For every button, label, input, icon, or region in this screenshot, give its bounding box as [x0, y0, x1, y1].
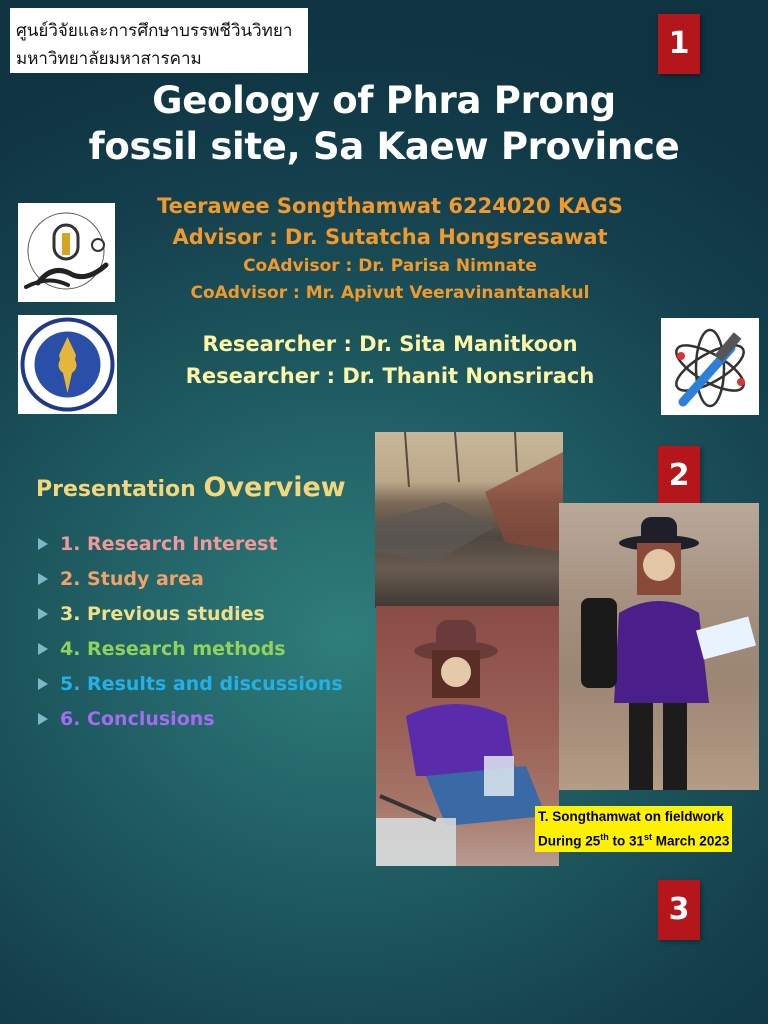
page-badge-2: 2 [658, 446, 700, 506]
overview-item-6[interactable] [38, 701, 343, 736]
page-title [0, 78, 768, 170]
bullet-triangle-icon [38, 608, 48, 620]
bullet-triangle-icon [38, 713, 48, 725]
palaeo-center-logo-text [18, 203, 19, 204]
overview-heading-big: Overview [203, 472, 346, 503]
bullet-triangle-icon [38, 538, 48, 550]
page-badge-1: 1 [658, 14, 700, 74]
bullet-triangle-icon [38, 573, 48, 585]
overview-item-5[interactable] [38, 666, 343, 701]
atom-hammer-icon [661, 318, 759, 415]
overview-item-label: 4. Research methods [60, 637, 286, 660]
researcher-line-1: Researcher : Dr. Sita Manitkoon [202, 332, 578, 356]
overview-item-label: 5. Results and discussions [60, 672, 343, 695]
outcrop-photo [375, 432, 563, 608]
university-seal-text [18, 315, 19, 316]
university-seal-logo [18, 315, 117, 414]
researcher-line-2: Researcher : Dr. Thanit Nonsrirach [185, 364, 595, 388]
fieldwork-caption [535, 806, 732, 852]
overview-item-1[interactable] [38, 526, 343, 561]
palaeo-center-emblem-icon [18, 203, 115, 302]
title-line-1: Geology of Phra Prong [152, 79, 616, 122]
bullet-triangle-icon [38, 678, 48, 690]
overview-heading [36, 472, 346, 503]
overview-item-2[interactable] [38, 561, 343, 596]
overview-item-label: 2. Study area [60, 567, 204, 590]
standing-fieldwork-photo [559, 503, 759, 790]
caption-date-suffix: March 2023 [652, 833, 730, 849]
institution-line-1: ศูนย์วิจัยและการศึกษาบรรพชีวินวิทยา [16, 21, 293, 41]
caption-line-1: T. Songthamwat on fieldwork [538, 809, 725, 824]
student-line: Teerawee Songthamwat 6224020 KAGS [157, 194, 623, 218]
caption-sup-2: st [644, 832, 653, 842]
caption-date-mid: to 31 [608, 833, 645, 849]
advisor-line: Advisor : Dr. Sutatcha Hongsresawat [172, 225, 608, 249]
page-badge-3: 3 [658, 880, 700, 940]
coadvisor-line-2: CoAdvisor : Mr. Apivut Veeravinantanakul [190, 283, 590, 303]
overview-list [38, 526, 343, 736]
university-seal-icon [18, 315, 117, 414]
overview-item-label: 3. Previous studies [60, 602, 265, 625]
palaeo-center-logo [18, 203, 115, 302]
kneeling-fieldwork-photo [376, 606, 559, 866]
title-line-2: fossil site, Sa Kaew Province [88, 125, 680, 168]
institution-line-2: มหาวิทยาลัยมหาสารคาม [16, 49, 202, 69]
overview-item-4[interactable] [38, 631, 343, 666]
overview-item-3[interactable] [38, 596, 343, 631]
institution-header-logo [10, 8, 308, 73]
caption-date-prefix: During 25 [538, 833, 601, 849]
overview-heading-small: Presentation [36, 477, 196, 502]
caption-sup-1: th [600, 832, 609, 842]
overview-item-label: 6. Conclusions [60, 707, 215, 730]
coadvisor-line-1: CoAdvisor : Dr. Parisa Nimnate [243, 256, 537, 276]
bullet-triangle-icon [38, 643, 48, 655]
caption-line-2 [538, 827, 729, 852]
overview-item-label: 1. Research Interest [60, 532, 278, 555]
